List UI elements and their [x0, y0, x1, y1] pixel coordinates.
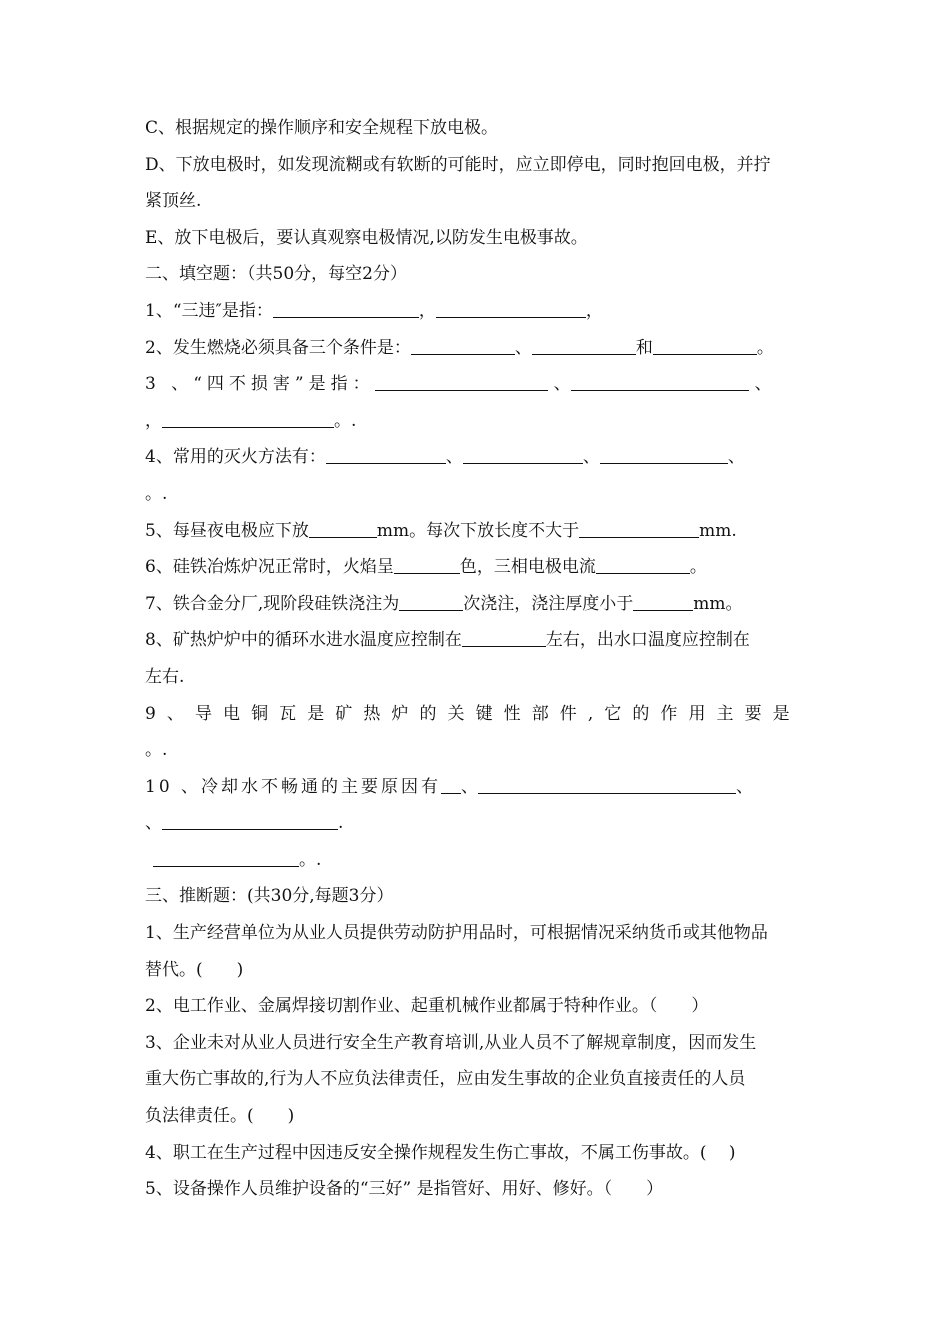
option-c-text: C、根据规定的操作顺序和安全规程下放电极。: [145, 118, 499, 138]
answer-blank[interactable]: [394, 558, 460, 574]
fill-q9-char: 电: [223, 703, 241, 724]
fill-q1-sep-2: ，: [585, 300, 603, 321]
answer-blank[interactable]: [162, 412, 334, 428]
fill-q7-middle: 次浇注，浇注厚度小于: [463, 593, 634, 614]
fill-q3-line-1: [145, 374, 790, 411]
fill-q10-line-1: [145, 777, 790, 814]
answer-blank[interactable]: [579, 522, 699, 538]
fill-q7-end: mm。: [693, 593, 743, 614]
fill-q3-sep-1: 、: [553, 374, 571, 395]
answer-blank[interactable]: [436, 302, 586, 318]
answer-blank[interactable]: [653, 339, 757, 355]
fill-q9-char: 炉: [391, 703, 409, 724]
answer-blank[interactable]: [462, 631, 546, 647]
fill-q9-char: 作: [660, 703, 678, 724]
judge-q4-line: [145, 1143, 790, 1180]
judge-q3-text-2: 重大伤亡事故的,行为人不应负法律责任，应由发生事故的企业负直接责任的人员: [145, 1069, 746, 1090]
fill-q9-char: 铜: [251, 703, 269, 724]
fill-q9-char: 是: [307, 703, 325, 724]
fill-q9-char: 它: [604, 703, 622, 724]
fill-q5-end: mm.: [699, 520, 737, 541]
fill-q6-prompt: 6、硅铁冶炼炉况正常时，火焰呈: [145, 557, 394, 578]
fill-q2-end: 。: [756, 337, 774, 358]
fill-q9-char: 件: [559, 703, 577, 724]
fill-q8-line-1: [145, 630, 790, 667]
fill-q9-char: 导: [194, 703, 212, 724]
fill-q2-sep-1: 、: [514, 337, 532, 358]
fill-q9-char: 是: [772, 703, 790, 724]
judge-q1-text-1: 1、生产经营单位为从业人员提供劳动防护用品时，可根据情况采纳货币或其他物品: [145, 923, 768, 944]
fill-q9-line-2: [145, 740, 790, 777]
judge-q1-line-1: [145, 923, 790, 960]
fill-q2-sep-2: 和: [635, 337, 653, 358]
judge-q2-text: 2、电工作业、金属焊接切割作业、起重机械作业都属于特种作业。（ ）: [145, 996, 709, 1017]
fill-q8-prompt: 8、矿热炉炉中的循环水进水温度应控制在: [145, 630, 462, 651]
fill-q4-line-1: [145, 447, 790, 484]
fill-q9-char: 主: [716, 703, 734, 724]
fill-q8-end: 左右.: [145, 666, 185, 687]
fill-q9-line-1: [145, 704, 790, 741]
fill-q10-prompt: 10 、冷却水不畅通的主要原因有: [145, 776, 442, 797]
fill-q5: [145, 521, 790, 558]
fill-q10-line-3: [145, 850, 790, 887]
fill-q4-sep-2: 、: [582, 447, 600, 468]
answer-blank[interactable]: [153, 851, 299, 867]
fill-q6: [145, 557, 790, 594]
answer-blank[interactable]: [309, 522, 377, 538]
fill-q7: [145, 594, 790, 631]
fill-q9-char: 热: [363, 703, 381, 724]
fill-q10-mark: .: [338, 813, 344, 834]
option-c-line: [145, 118, 790, 155]
fill-q9-char: 的: [419, 703, 437, 724]
answer-blank[interactable]: [532, 339, 636, 355]
section-3-heading: [145, 886, 790, 923]
option-d-line-2: [145, 191, 790, 228]
fill-q4-line-2: [145, 484, 790, 521]
fill-q7-prompt: 7、铁合金分厂,现阶段硅铁浇注为: [145, 593, 400, 614]
option-d-line-1: [145, 155, 790, 192]
judge-q3-line-2: [145, 1069, 790, 1106]
fill-q10-sep-3: 、: [145, 813, 162, 834]
option-e-text: E、放下电极后，要认真观察电极情况,以防发生电极事故。: [145, 227, 588, 248]
judge-q4-text: 4、职工在生产过程中因违反安全操作规程发生伤亡事故，不属工伤事故。( ): [145, 1142, 736, 1163]
option-d-text-2: 紧顶丝.: [145, 191, 202, 212]
fill-q9-char: ,: [587, 703, 594, 724]
fill-q1: [145, 301, 790, 338]
fill-q10-line-2: [145, 813, 790, 850]
judge-q1-line-2: [145, 960, 790, 997]
fill-q8-middle: 左右，出水口温度应控制在: [545, 630, 750, 651]
fill-q9-char: 的: [632, 703, 650, 724]
fill-q1-sep-1: ，: [418, 300, 436, 321]
fill-q6-end: 。: [689, 557, 707, 578]
fill-q9-char: 键: [475, 703, 493, 724]
answer-blank[interactable]: [596, 558, 690, 574]
fill-q9-char: 瓦: [279, 703, 297, 724]
fill-q9-char: 性: [503, 703, 521, 724]
answer-blank[interactable]: [633, 595, 693, 611]
answer-blank[interactable]: [600, 448, 728, 464]
section-3-title: 三、推断题：(共30分,每题3分）: [145, 886, 394, 907]
answer-blank[interactable]: [273, 302, 419, 318]
answer-blank[interactable]: [571, 375, 749, 391]
fill-q4-sep-1: 、: [445, 447, 463, 468]
fill-q8-line-2: [145, 667, 790, 704]
section-2-heading: [145, 264, 790, 301]
fill-q9-char: 关: [447, 703, 465, 724]
section-2-title: 二、填空题：（共50分，每空2分）: [145, 264, 407, 285]
fill-q2-prompt: 2、发生燃烧必须具备三个条件是：: [145, 337, 411, 358]
answer-blank[interactable]: [463, 448, 583, 464]
fill-q9-char: 用: [688, 703, 706, 724]
fill-q9-char: 矿: [335, 703, 353, 724]
judge-q3-line-3: [145, 1106, 790, 1143]
judge-q2-line: [145, 996, 790, 1033]
fill-q9-char: 部: [531, 703, 549, 724]
judge-q3-text-3: 负法律责任。( ): [145, 1106, 295, 1127]
fill-q10-end: 。.: [299, 849, 322, 870]
fill-q2: [145, 338, 790, 375]
answer-blank[interactable]: [326, 448, 446, 464]
judge-q5-line: [145, 1179, 790, 1216]
option-d-text-1: D、下放电极时，如发现流糊或有软断的可能时，应立即停电，同时抱回电极，并拧: [145, 154, 771, 175]
fill-q1-prompt: 1、“三违″是指：: [145, 300, 273, 321]
judge-q1-text-2: 替代。( ): [145, 959, 244, 980]
fill-q10-sep-1: 、: [461, 776, 479, 797]
judge-q3-text-1: 3、企业未对从业人员进行安全生产教育培训,从业人员不了解规章制度，因而发生: [145, 1032, 757, 1053]
fill-q5-middle: mm。每次下放长度不大于: [376, 520, 580, 541]
fill-q3-sep-2: 、: [754, 374, 772, 395]
fill-q4-sep-3: 、: [727, 447, 745, 468]
judge-q3-line-1: [145, 1033, 790, 1070]
answer-blank[interactable]: [162, 814, 338, 830]
fill-q3-end: 。.: [334, 410, 357, 431]
answer-blank[interactable]: [375, 375, 548, 391]
fill-q9-char: 要: [744, 703, 762, 724]
fill-q3-line-2: [145, 411, 790, 448]
fill-q4-end: 。.: [145, 483, 168, 504]
fill-q3-sep-3: ，: [145, 410, 162, 431]
answer-blank[interactable]: [399, 595, 463, 611]
fill-q10-sep-2: 、: [736, 776, 754, 797]
fill-q4-prompt: 4、常用的灭火方法有：: [145, 447, 326, 468]
exam-page: [145, 118, 790, 1216]
fill-q9-char: 、: [166, 703, 184, 724]
judge-q5-text: 5、设备操作人员维护设备的“三好” 是指管好、用好、修好。（ ）: [145, 1179, 664, 1200]
fill-q6-middle: 色，三相电极电流: [459, 557, 596, 578]
fill-q9-char: 9: [145, 703, 156, 724]
answer-blank[interactable]: [441, 778, 461, 794]
fill-q5-prompt: 5、每昼夜电极应下放: [145, 520, 309, 541]
fill-q9-end: 。.: [145, 740, 168, 761]
answer-blank[interactable]: [478, 778, 736, 794]
answer-blank[interactable]: [411, 339, 515, 355]
fill-q3-prompt: 3 、“四不损害”是指：: [145, 374, 375, 395]
option-e-line: [145, 228, 790, 265]
